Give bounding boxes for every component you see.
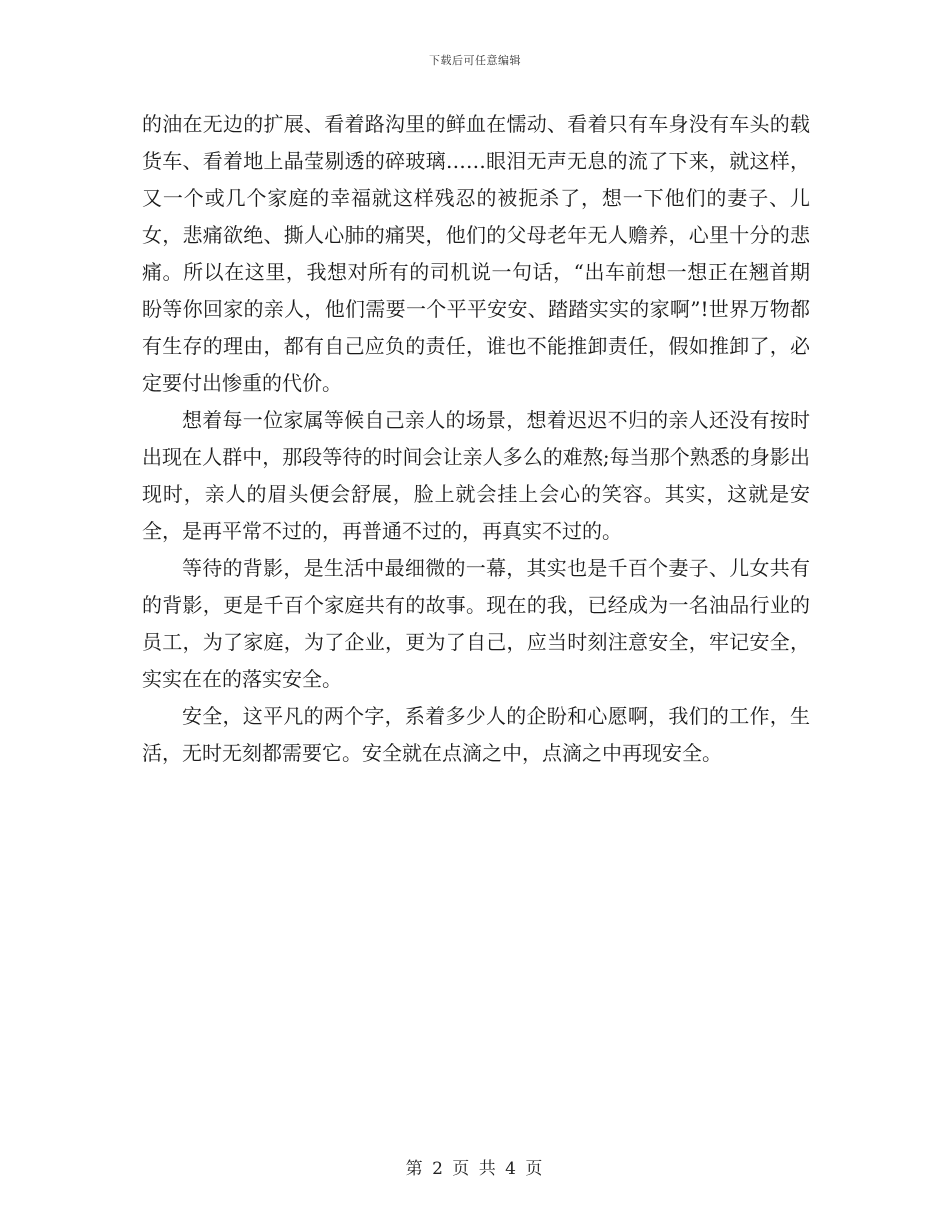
page-header: 下载后可任意编辑 [429, 54, 521, 67]
paragraph-waiting-family: 想着每一位家属等候自己亲人的场景，想着迟迟不归的亲人还没有按时出现在人群中，那段等待的时间会让亲人多么的难熬;每当那个熟悉的身影出现时，亲人的眉头便会舒展，脸上就会挂上会心的笑容。其实，这就是安全，是再平常不过的，再普通不过的，再真实不过的。 [142, 408, 810, 543]
paragraph-waiting-silhouette: 等待的背影，是生活中最细微的一幕，其实也是千百个妻子、儿女共有的背影，更是千百个家庭共有的故事。现在的我，已经成为一名油品行业的员工，为了家庭，为了企业，更为了自己，应当时刻注意安全，牢记安全，实实在在的落实安全。 [142, 556, 810, 691]
document-body [142, 106, 810, 772]
paragraph-safety-conclusion: 安全，这平凡的两个字，系着多少人的企盼和心愿啊，我们的工作，生活，无时无刻都需要它。安全就在点滴之中，点滴之中再现安全。 [142, 704, 810, 765]
paragraph-continuation: 的油在无边的扩展、看着路沟里的鲜血在懦动、看着只有车身没有车头的载货车、看着地上晶莹剔透的碎玻璃……眼泪无声无息的流了下来，就这样，又一个或几个家庭的幸福就这样残忍的被扼杀了，想一下他们的妻子、儿女，悲痛欲绝、撕人心肺的痛哭，他们的父母老年无人赡养，心里十分的悲痛。所以在这里，我想对所有的司机说一句话，“出车前想一想正在翘首期盼等你回家的亲人，他们需要一个平平安安、踏踏实实的家啊”!世界万物都有生存的理由，都有自己应负的责任，谁也不能推卸责任，假如推卸了，必定要付出惨重的代价。 [142, 112, 810, 395]
page-footer: 第 2 页 共 4 页 [405, 1159, 545, 1179]
